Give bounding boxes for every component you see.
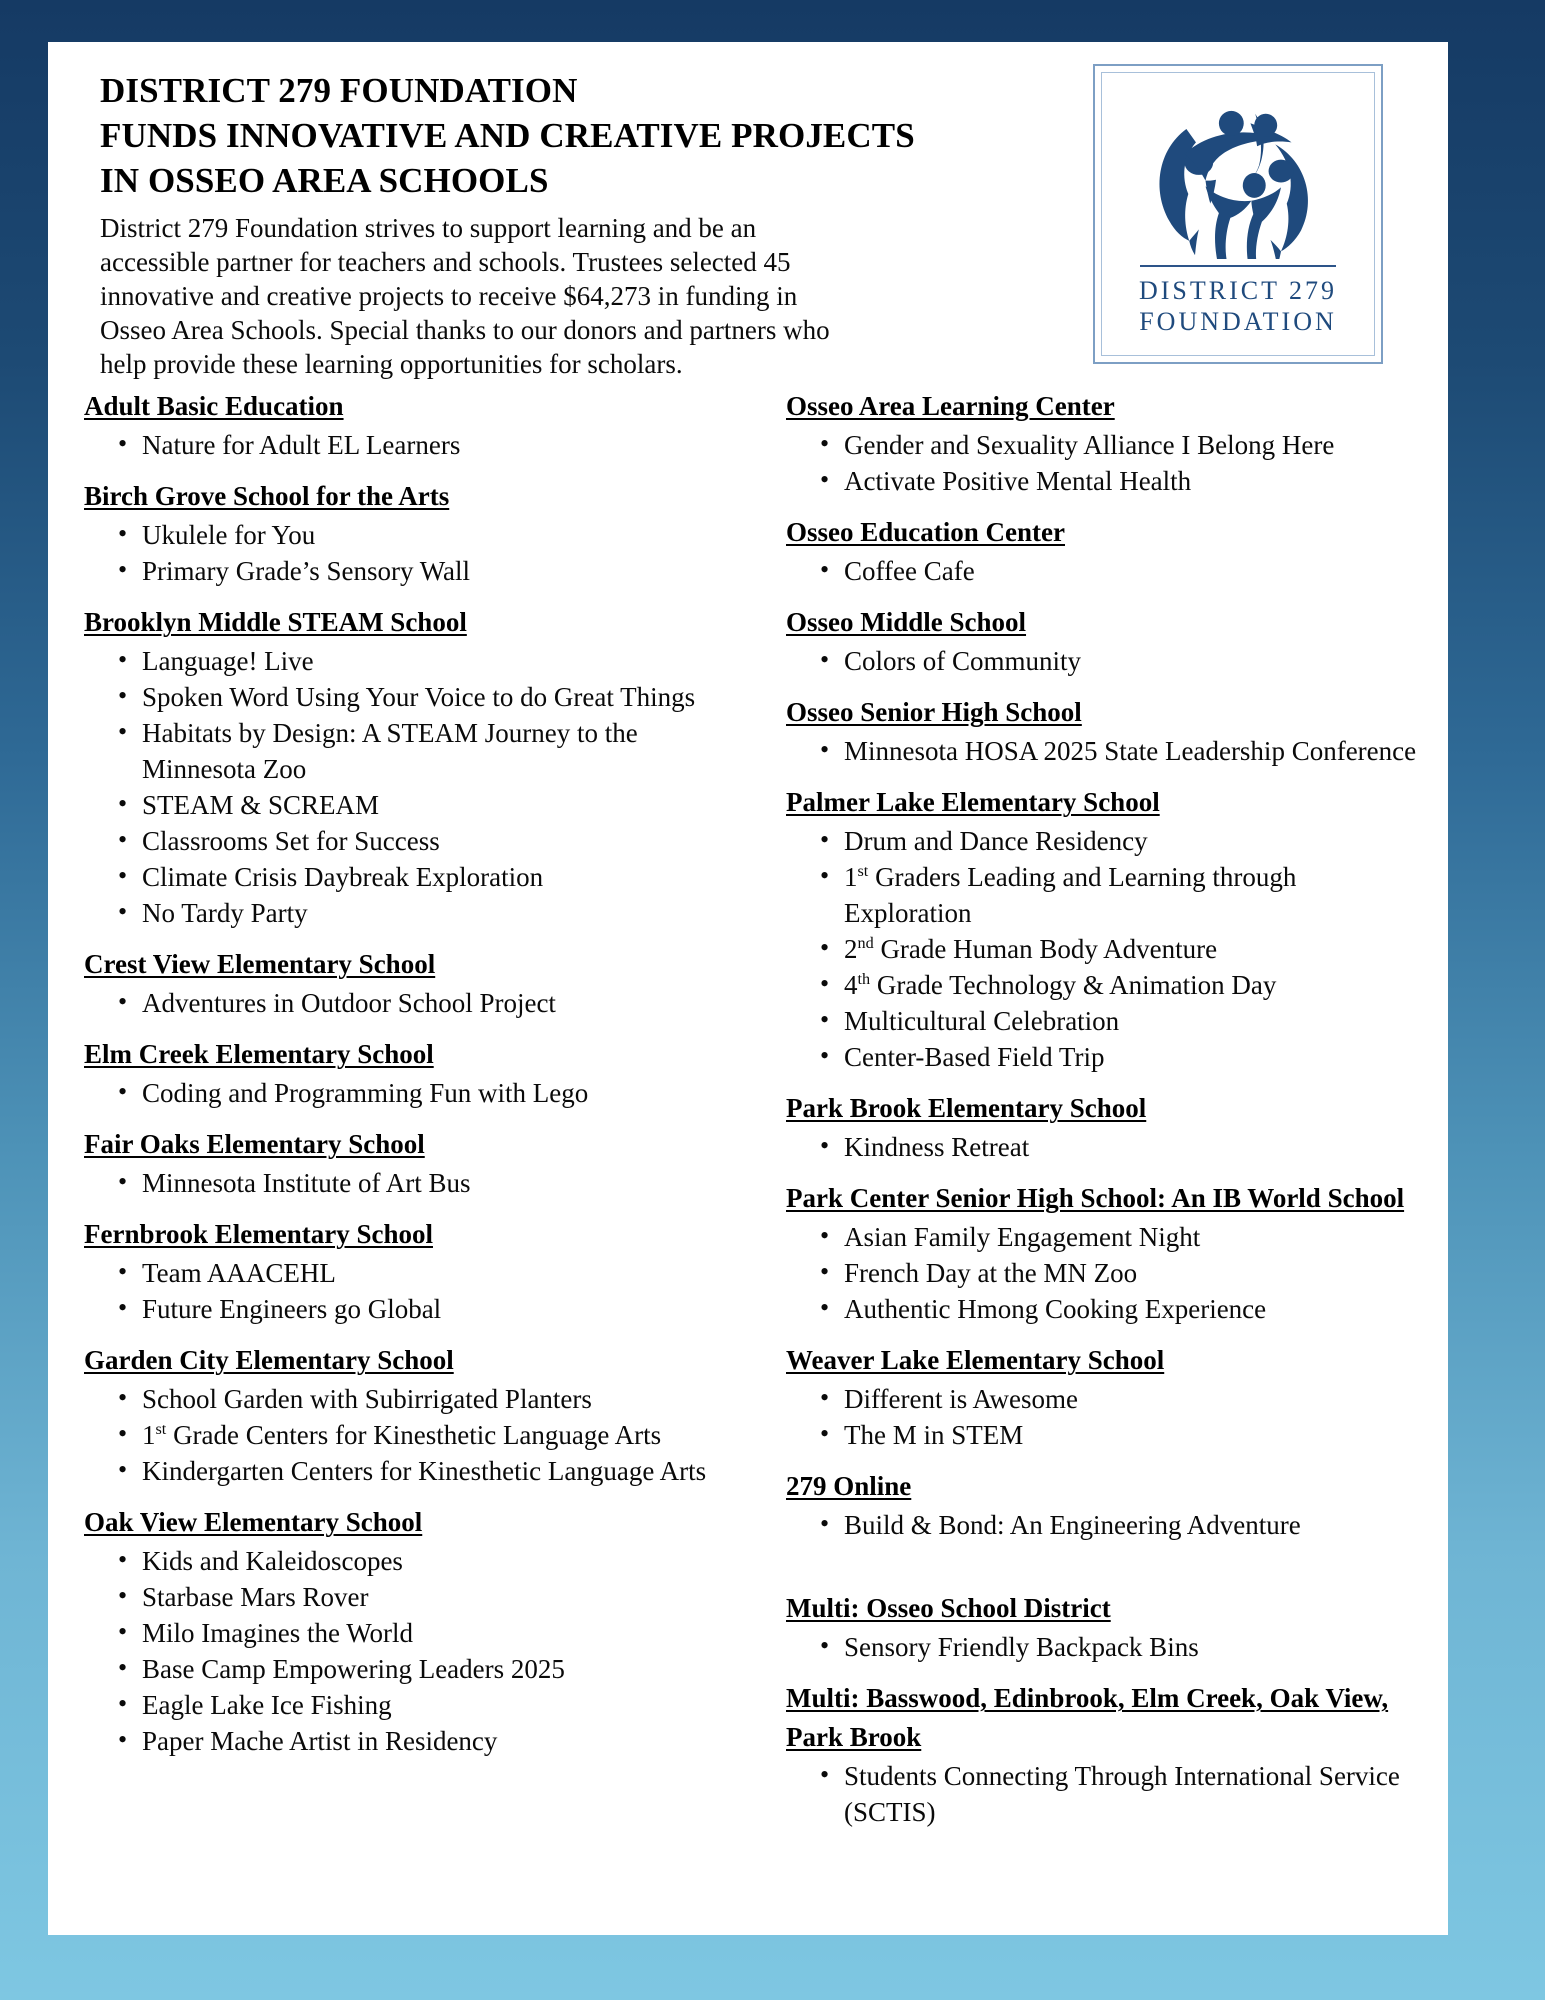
school-group: [786, 1467, 1424, 1543]
project-item: [786, 967, 1424, 1003]
project-label: Nature for Adult EL Learners: [142, 430, 461, 460]
project-label: Sensory Friendly Backpack Bins: [844, 1632, 1199, 1662]
project-list: [786, 427, 1424, 499]
project-label: Language! Live: [142, 646, 314, 676]
ordinal-number: 2: [844, 934, 858, 964]
school-group: [786, 603, 1424, 679]
project-item: [84, 1291, 736, 1327]
project-label: Classrooms Set for Success: [142, 826, 440, 856]
school-heading-park-center-senior-high-school-an-ib-world-sch: Park Center Senior High School: An IB World School: [786, 1183, 1405, 1213]
ordinal-number: 1: [844, 862, 858, 892]
school-group: [786, 1179, 1424, 1327]
school-heading-osseo-middle-school: Osseo Middle School: [786, 607, 1027, 637]
project-item: [786, 1507, 1424, 1543]
project-label: Milo Imagines the World: [142, 1618, 414, 1648]
project-item: [84, 1579, 736, 1615]
school-heading-adult-basic-education: Adult Basic Education: [84, 391, 344, 421]
project-list: [786, 823, 1424, 1075]
project-label: French Day at the MN Zoo: [844, 1258, 1138, 1288]
project-list: [786, 643, 1424, 679]
project-item: [84, 1651, 736, 1687]
project-item: [84, 1453, 736, 1489]
ordinal-suffix: nd: [857, 934, 874, 952]
project-label: Coffee Cafe: [844, 556, 975, 586]
project-list: [786, 1629, 1424, 1665]
project-columns: [48, 387, 1448, 1833]
school-heading-osseo-education-center: Osseo Education Center: [786, 517, 1065, 547]
project-label: Multicultural Celebration: [844, 1006, 1120, 1036]
project-list: [84, 1165, 736, 1201]
project-label: Ukulele for You: [142, 520, 316, 550]
project-item: [84, 679, 736, 715]
project-item: [84, 1543, 736, 1579]
project-item: [84, 1615, 736, 1651]
project-list: [84, 1381, 736, 1489]
school-group: [786, 1679, 1424, 1830]
project-label: Paper Mache Artist in Residency: [142, 1726, 498, 1756]
logo-inner-frame: [1101, 72, 1375, 356]
project-label: Students Connecting Through International Service (SCTIS): [844, 1761, 1400, 1827]
project-label: Starbase Mars Rover: [142, 1582, 369, 1612]
project-label: Team AAACEHL: [142, 1258, 336, 1288]
masthead-text-block: [100, 68, 990, 381]
project-label: Authentic Hmong Cooking Experience: [844, 1294, 1267, 1324]
project-label: Center-Based Field Trip: [844, 1042, 1105, 1072]
school-heading-crest-view-elementary-school: Crest View Elementary School: [84, 949, 436, 979]
project-item: [786, 859, 1424, 931]
school-group: [84, 1215, 736, 1327]
project-label: Minnesota Institute of Art Bus: [142, 1168, 471, 1198]
school-heading-elm-creek-elementary-school: Elm Creek Elementary School: [84, 1039, 434, 1069]
project-label: Colors of Community: [844, 646, 1082, 676]
school-heading-fernbrook-elementary-school: Fernbrook Elementary School: [84, 1219, 433, 1249]
project-label: Activate Positive Mental Health: [844, 466, 1192, 496]
school-group: [84, 945, 736, 1021]
school-group: [786, 1589, 1424, 1665]
project-item: [786, 427, 1424, 463]
project-item: [84, 1075, 736, 1111]
project-item: [84, 787, 736, 823]
school-group: [786, 513, 1424, 589]
project-item: [786, 931, 1424, 967]
project-label: Primary Grade’s Sensory Wall: [142, 556, 471, 586]
project-list: [786, 1758, 1424, 1830]
project-list: [84, 517, 736, 589]
school-group: [786, 1341, 1424, 1453]
ordinal-suffix: st: [857, 862, 869, 880]
project-item: [84, 1723, 736, 1759]
ordinal-number: 1: [142, 1420, 156, 1450]
school-group: [786, 783, 1424, 1075]
school-group: [84, 1125, 736, 1201]
project-list: [84, 643, 736, 931]
project-label: Grade Human Body Adventure: [873, 934, 1218, 964]
project-label: Habitats by Design: A STEAM Journey to the Minnesota Zoo: [142, 718, 638, 784]
project-label: No Tardy Party: [142, 898, 308, 928]
project-item: [786, 463, 1424, 499]
project-item: [786, 1255, 1424, 1291]
project-label: Build & Bond: An Engineering Adventure: [844, 1510, 1301, 1540]
project-item: [84, 643, 736, 679]
project-item: [786, 1291, 1424, 1327]
project-item: [84, 553, 736, 589]
project-label: Eagle Lake Ice Fishing: [142, 1690, 392, 1720]
school-group: [786, 387, 1424, 499]
project-label: STEAM & SCREAM: [142, 790, 380, 820]
project-item: [786, 733, 1424, 769]
school-heading-park-brook-elementary-school: Park Brook Elementary School: [786, 1093, 1147, 1123]
project-label: Kindergarten Centers for Kinesthetic Language Arts: [142, 1456, 707, 1486]
school-group: [84, 1035, 736, 1111]
school-group: [84, 603, 736, 931]
school-heading-279-online: 279 Online: [786, 1471, 912, 1501]
project-item: [84, 1381, 736, 1417]
project-label: The M in STEM: [844, 1420, 1024, 1450]
project-label: Kindness Retreat: [844, 1132, 1030, 1162]
project-item: [84, 859, 736, 895]
project-item: [84, 895, 736, 931]
project-label: School Garden with Subirrigated Planters: [142, 1384, 592, 1414]
project-label: Climate Crisis Daybreak Exploration: [142, 862, 544, 892]
project-item: [786, 1758, 1424, 1830]
project-list: [786, 1129, 1424, 1165]
school-group: [84, 1503, 736, 1759]
document-page: [48, 42, 1448, 1935]
project-item: [786, 1129, 1424, 1165]
project-item: [84, 715, 736, 787]
project-label: Spoken Word Using Your Voice to do Great Things: [142, 682, 696, 712]
project-item: [786, 1003, 1424, 1039]
school-heading-fair-oaks-elementary-school: Fair Oaks Elementary School: [84, 1129, 425, 1159]
project-item: [84, 517, 736, 553]
school-group: [84, 387, 736, 463]
project-list: [84, 1543, 736, 1759]
masthead: [48, 42, 1448, 387]
project-label: Coding and Programming Fun with Lego: [142, 1078, 589, 1108]
project-label: Graders Leading and Learning through Exploration: [844, 862, 1297, 928]
school-group: [786, 1089, 1424, 1165]
project-item: [84, 1687, 736, 1723]
school-group: [786, 693, 1424, 769]
logo-word-line-2: FOUNDATION: [1139, 307, 1337, 336]
project-list: [84, 427, 736, 463]
project-list: [786, 553, 1424, 589]
school-heading-multi-basswood-edinbrook-elm-creek-oak-view-pa: Multi: Basswood, Edinbrook, Elm Creek, Oak View, Park Brook: [786, 1683, 1389, 1752]
project-label: Asian Family Engagement Night: [844, 1222, 1201, 1252]
project-label: Grade Technology & Animation Day: [870, 970, 1277, 1000]
school-heading-brooklyn-middle-steam-school: Brooklyn Middle STEAM School: [84, 607, 467, 637]
ordinal-number: 4: [844, 970, 858, 1000]
project-list: [786, 1381, 1424, 1453]
logo-word-line-1: DISTRICT 279: [1138, 276, 1338, 305]
project-label: Different is Awesome: [844, 1384, 1078, 1414]
project-label: Grade Centers for Kinesthetic Language Arts: [166, 1420, 662, 1450]
page-title-line-3: IN OSSEO AREA SCHOOLS: [100, 161, 549, 200]
ordinal-suffix: th: [857, 970, 871, 988]
project-item: [84, 1165, 736, 1201]
ordinal-suffix: st: [155, 1420, 167, 1438]
project-item: [786, 1417, 1424, 1453]
page-title-line-1: DISTRICT 279 FOUNDATION: [100, 71, 578, 110]
project-item: [84, 823, 736, 859]
project-item: [84, 985, 736, 1021]
project-list: [786, 1219, 1424, 1327]
project-item: [84, 427, 736, 463]
logo-divider-rule: [1140, 265, 1336, 267]
project-label: Drum and Dance Residency: [844, 826, 1148, 856]
project-list: [84, 985, 736, 1021]
project-label: Future Engineers go Global: [142, 1294, 442, 1324]
project-item: [786, 1219, 1424, 1255]
right-column: [748, 387, 1430, 1833]
project-item: [786, 553, 1424, 589]
school-heading-oak-view-elementary-school: Oak View Elementary School: [84, 1507, 423, 1537]
project-list: [786, 1507, 1424, 1543]
school-heading-birch-grove-school-for-the-arts: Birch Grove School for the Arts: [84, 481, 450, 511]
project-item: [786, 1381, 1424, 1417]
intro-paragraph: District 279 Foundation strives to support learning and be an accessible partner for teachers and schools. Trustees selected 45 innovative and creative projects to receive $64,273 in funding in Osseo Area Schools. Special thanks to our donors and partners who help provide these learning opportunities for scholars.: [100, 213, 830, 379]
project-list: [84, 1255, 736, 1327]
school-heading-garden-city-elementary-school: Garden City Elementary School: [84, 1345, 454, 1375]
school-group: [84, 1341, 736, 1489]
project-item: [786, 823, 1424, 859]
project-label: Gender and Sexuality Alliance I Belong Here: [844, 430, 1335, 460]
page-title-line-2: FUNDS INNOVATIVE AND CREATIVE PROJECTS: [100, 116, 915, 155]
left-column: [66, 387, 748, 1762]
project-list: [786, 733, 1424, 769]
school-heading-weaver-lake-elementary-school: Weaver Lake Elementary School: [786, 1345, 1165, 1375]
school-heading-multi-osseo-school-district: Multi: Osseo School District: [786, 1593, 1111, 1623]
project-item: [84, 1255, 736, 1291]
project-item: [786, 1039, 1424, 1075]
school-group: [84, 477, 736, 589]
project-label: Kids and Kaleidoscopes: [142, 1546, 403, 1576]
project-item: [786, 643, 1424, 679]
project-label: Base Camp Empowering Leaders 2025: [142, 1654, 565, 1684]
school-heading-osseo-area-learning-center: Osseo Area Learning Center: [786, 391, 1115, 421]
school-heading-palmer-lake-elementary-school: Palmer Lake Elementary School: [786, 787, 1160, 817]
project-label: Minnesota HOSA 2025 State Leadership Conference: [844, 736, 1417, 766]
project-label: Adventures in Outdoor School Project: [142, 988, 556, 1018]
project-list: [84, 1075, 736, 1111]
school-heading-osseo-senior-high-school: Osseo Senior High School: [786, 697, 1082, 727]
project-item: [84, 1417, 736, 1453]
foundation-logo: [1093, 64, 1383, 364]
three-figures-circle-mark-icon: [1142, 87, 1334, 259]
project-item: [786, 1629, 1424, 1665]
